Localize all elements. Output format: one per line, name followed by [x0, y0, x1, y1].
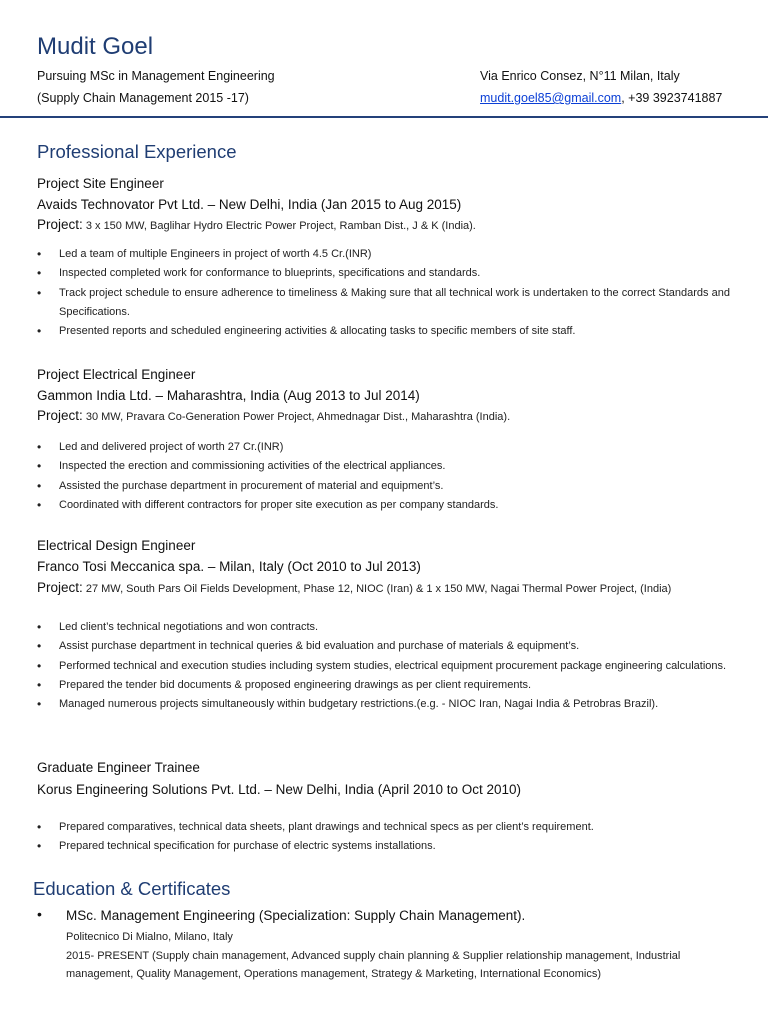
project-description: 30 MW, Pravara Co-Generation Power Project, Ahmednagar Dist., Maharashtra (India). — [82, 411, 511, 423]
project-label: Project: — [37, 408, 83, 423]
job-role: Graduate Engineer Trainee — [37, 760, 200, 775]
list-item: • Led and delivered project of worth 27 Cr.(INR) — [37, 438, 737, 457]
list-item: • Led client’s technical negotiations and won contracts. — [37, 618, 737, 637]
list-item: • Prepared comparatives, technical data sheets, plant drawings and technical specs as per client’s requirement. — [37, 818, 737, 837]
list-item: • Led a team of multiple Engineers in project of worth 4.5 Cr.(INR) — [37, 245, 737, 264]
job-role: Project Site Engineer — [37, 176, 164, 191]
list-item: • Performed technical and execution studies including system studies, electrical equipment procurement package engineering calculations. — [37, 657, 737, 676]
header-divider — [0, 116, 768, 118]
bullet-icon: • — [37, 906, 42, 922]
degree-title: MSc. Management Engineering (Specialization: Supply Chain Management). — [66, 908, 526, 923]
job-company: Gammon India Ltd. – Maharashtra, India (Aug 2013 to Jul 2014) — [37, 388, 420, 403]
project-description: 3 x 150 MW, Baglihar Hydro Electric Power Project, Ramban Dist., J & K (India). — [82, 220, 476, 232]
email-link[interactable]: mudit.goel85@gmail.com — [480, 91, 622, 105]
school-name: Politecnico Di Mialno, Milano, Italy — [66, 931, 233, 943]
list-item: • Assist purchase department in technical queries & bid evaluation and purchase of materials & equipment’s. — [37, 637, 737, 656]
list-item: • Track project schedule to ensure adherence to timeliness & Making sure that all technical work is undertaken to the correct Standards and Specifications. — [37, 284, 737, 323]
degree-courses: 2015- PRESENT (Supply chain management, Advanced supply chain planning & Supplier relationship management, Industrial management, Quality Management, Operations management, Strategy & Marketing, International Economics) — [66, 950, 681, 980]
job-company: Korus Engineering Solutions Pvt. Ltd. – New Delhi, India (April 2010 to Oct 2010) — [37, 782, 522, 797]
job-project — [37, 408, 510, 423]
job-company: Franco Tosi Meccanica spa. – Milan, Italy (Oct 2010 to Jul 2013) — [37, 559, 421, 574]
list-item: • Assisted the purchase department in procurement of material and equipment’s. — [37, 477, 737, 496]
job-role: Electrical Design Engineer — [37, 538, 196, 553]
project-label: Project: — [37, 217, 83, 232]
study-specialization: (Supply Chain Management 2015 -17) — [37, 91, 249, 105]
job-bullets — [37, 438, 737, 515]
job-bullets — [37, 618, 737, 714]
job-project — [37, 217, 476, 232]
list-item: • Prepared the tender bid documents & proposed engineering drawings as per client requirements. — [37, 676, 737, 695]
current-study: Pursuing MSc in Management Engineering — [37, 69, 275, 83]
job-role: Project Electrical Engineer — [37, 367, 196, 382]
list-item: • Coordinated with different contractors for proper site execution as per company standards. — [37, 496, 737, 515]
address: Via Enrico Consez, N°11 Milan, Italy — [480, 69, 680, 83]
list-item: • Presented reports and scheduled engineering activities & allocating tasks to specific members of site staff. — [37, 322, 737, 341]
project-label: Project: — [37, 580, 83, 595]
list-item: • Managed numerous projects simultaneously within budgetary restrictions.(e.g. - NIOC Iran, Nagai India & Petrobras Brazil). — [37, 695, 737, 714]
project-description: 27 MW, South Pars Oil Fields Development, Phase 12, NIOC (Iran) & 1 x 150 MW, Nagai Thermal Power Project, (India) — [82, 583, 672, 595]
contact-line — [480, 91, 722, 105]
phone-number: , +39 3923741887 — [621, 91, 723, 105]
list-item: • Inspected completed work for conformance to blueprints, specifications and standards. — [37, 264, 737, 283]
education-heading: Education & Certificates — [33, 878, 231, 899]
list-item: • Inspected the erection and commissioning activities of the electrical appliances. — [37, 457, 737, 476]
job-company: Avaids Technovator Pvt Ltd. – New Delhi, India (Jan 2015 to Aug 2015) — [37, 197, 462, 212]
experience-heading: Professional Experience — [37, 141, 237, 162]
candidate-name: Mudit Goel — [37, 33, 154, 60]
job-bullets — [37, 818, 737, 857]
job-project — [37, 580, 671, 595]
list-item: • Prepared technical specification for purchase of electric systems installations. — [37, 837, 737, 856]
job-bullets — [37, 245, 737, 341]
